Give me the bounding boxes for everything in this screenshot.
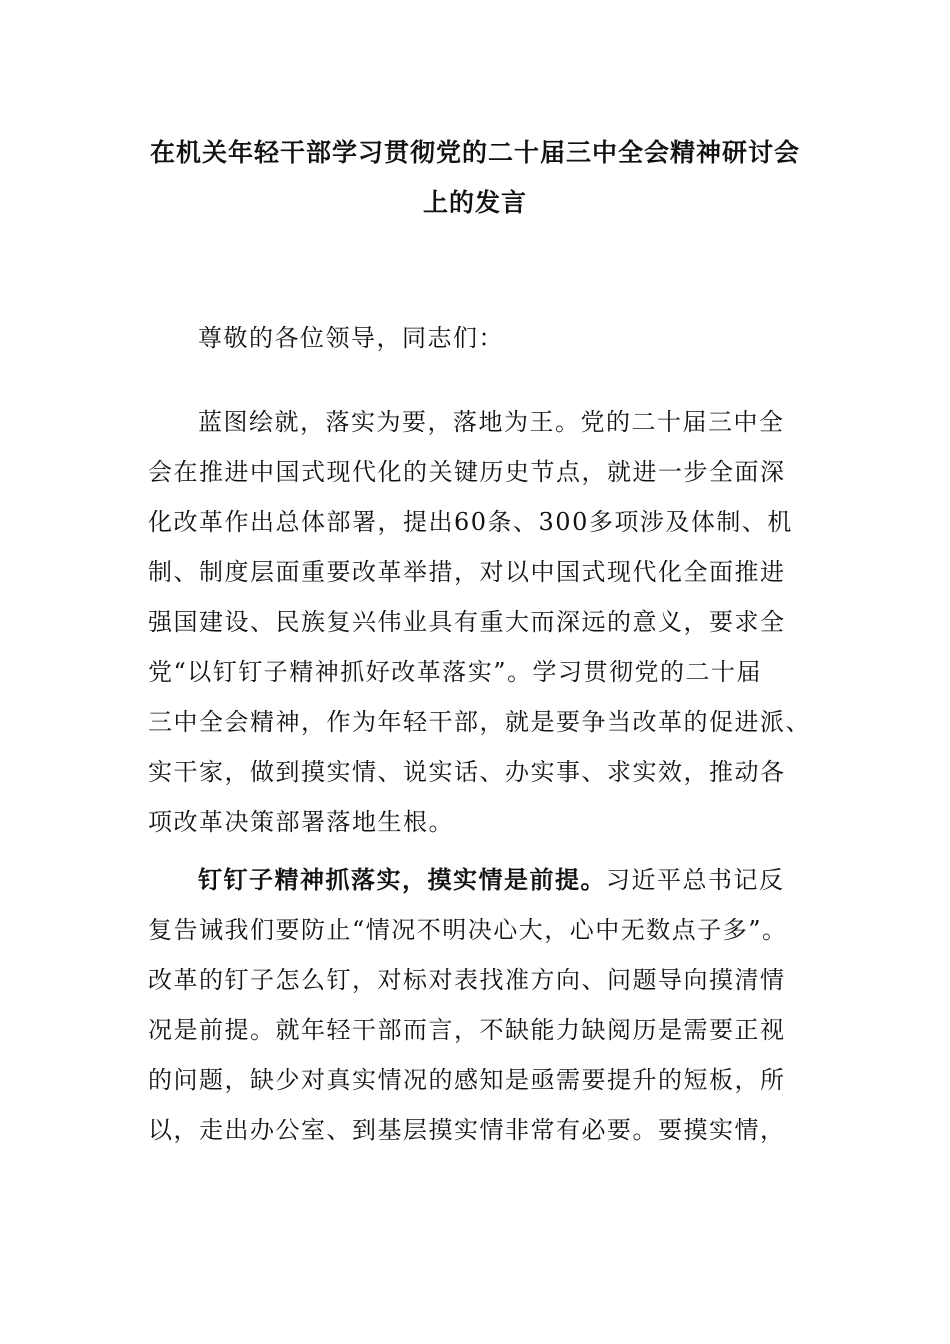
paragraph-line: 项改革决策部署落地生根。 — [148, 808, 454, 836]
paragraph-line: 强国建设、民族复兴伟业具有重大而深远的意义，要求全 — [148, 608, 786, 636]
paragraph-line: 以，走出办公室、到基层摸实情非常有必要。要摸实情， — [148, 1116, 786, 1144]
paragraph-line: 化改革作出总体部署，提出60条、300多项涉及体制、机 — [148, 508, 793, 536]
paragraph-line: 复告诫我们要防止“情况不明决心大，心中无数点子多”。 — [148, 916, 788, 944]
paragraph-line: 的问题，缺少对真实情况的感知是亟需要提升的短板，所 — [148, 1066, 786, 1094]
paragraph-line: 会在推进中国式现代化的关键历史节点，就进一步全面深 — [148, 458, 786, 486]
paragraph-line: 蓝图绘就，落实为要，落地为王。党的二十届三中全 — [198, 408, 785, 436]
paragraph-line: 实干家，做到摸实情、说实话、办实事、求实效，推动各 — [148, 758, 786, 786]
paragraph-line: 三中全会精神，作为年轻干部，就是要争当改革的促进派、 — [148, 708, 811, 736]
paragraph-line-rest: 习近平总书记反 — [606, 866, 785, 894]
body-paragraph-1 — [148, 397, 811, 847]
paragraph-line: 制、制度层面重要改革举措，对以中国式现代化全面推进 — [148, 558, 786, 586]
paragraph-line: 党“以钉钉子精神抓好改革落实”。学习贯彻党的二十届 — [148, 658, 763, 686]
greeting-text: 尊敬的各位领导，同志们： — [198, 324, 504, 352]
greeting-paragraph — [148, 313, 808, 363]
paragraph-line — [148, 855, 808, 905]
document-title — [130, 128, 820, 228]
paragraph-line: 况是前提。就年轻干部而言，不缺能力缺阅历是需要正视 — [148, 1016, 786, 1044]
body-paragraph-2 — [148, 855, 808, 1155]
title-line-1: 在机关年轻干部学习贯彻党的二十届三中全会精神研讨会 — [149, 138, 800, 167]
title-line-2: 上的发言 — [422, 188, 527, 217]
section-heading: 钉钉子精神抓落实，摸实情是前提。 — [198, 865, 606, 894]
paragraph-line: 改革的钉子怎么钉，对标对表找准方向、问题导向摸清情 — [148, 966, 786, 994]
